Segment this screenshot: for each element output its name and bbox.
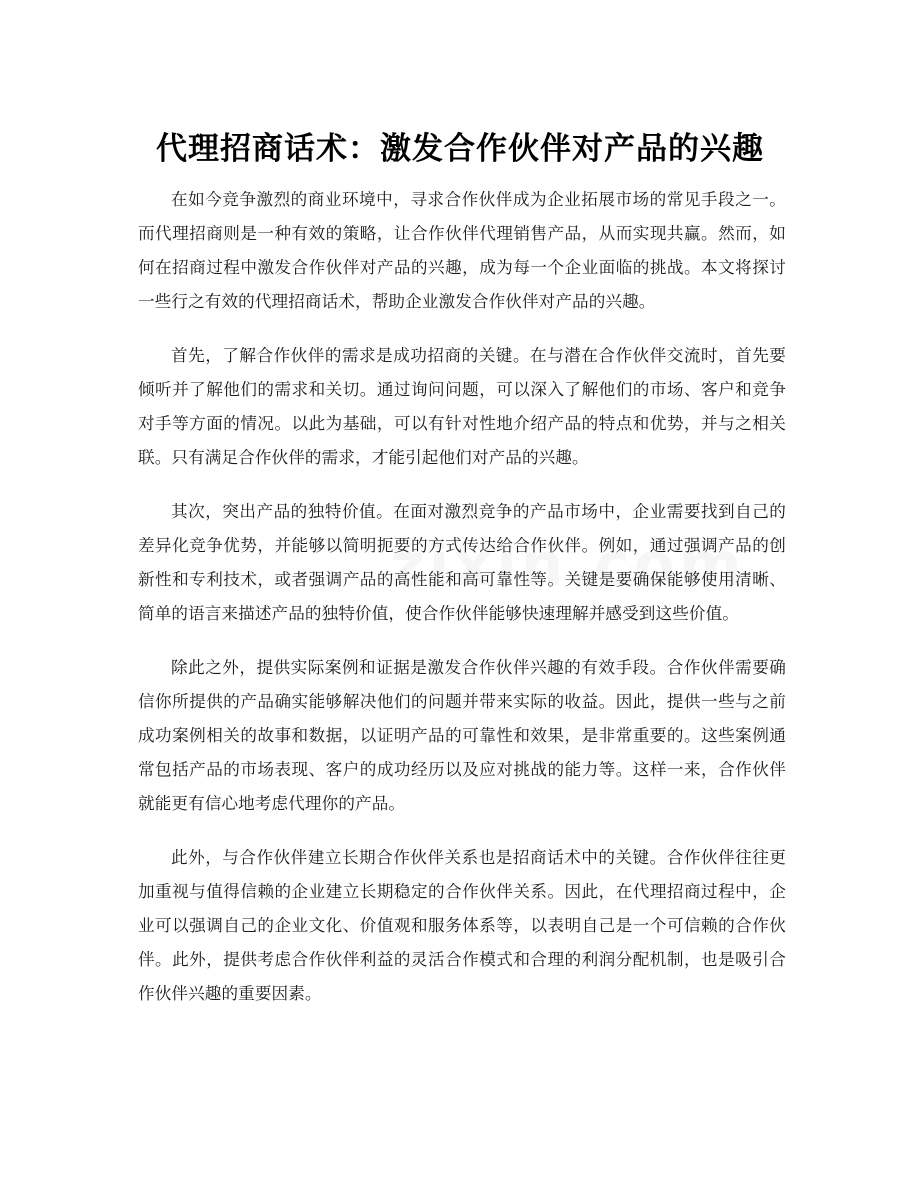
document-title: 代理招商话术：激发合作伙伴对产品的兴趣 xyxy=(156,130,764,167)
paragraph-4: 除此之外，提供实际案例和证据是激发合作伙伴兴趣的有效手段。合作伙伴需要确信你所提供的产品确实能够解决他们的问题并带来实际的收益。因此，提供一些与之前成功案例相关的故事和数据，以证明产品的可靠性和效果，是非常重要的。这些案例通常包括产品的市场表现、客户的成功经历以及应对挑战的能力等。这样一来，合作伙伴就能更有信心地考虑代理你的产品。 xyxy=(138,658,786,813)
paragraph-2: 首先，了解合作伙伴的需求是成功招商的关键。在与潜在合作伙伴交流时，首先要倾听并了解他们的需求和关切。通过询问问题，可以深入了解他们的市场、客户和竞争对手等方面的情况。以此为基础，可以有针对性地介绍产品的特点和优势，并与之相关联。只有满足合作伙伴的需求，才能引起他们对产品的兴趣。 xyxy=(138,346,786,467)
paragraph-1: 在如今竞争激烈的商业环境中，寻求合作伙伴成为企业拓展市场的常见手段之一。而代理招商则是一种有效的策略，让合作伙伴代理销售产品，从而实现共赢。然而，如何在招商过程中激发合作伙伴对产品的兴趣，成为每一个企业面临的挑战。本文将探讨一些行之有效的代理招商话术，帮助企业激发合作伙伴对产品的兴趣。 xyxy=(138,190,786,311)
paragraph-5: 此外，与合作伙伴建立长期合作伙伴关系也是招商话术中的关键。合作伙伴往往更加重视与值得信赖的企业建立长期稳定的合作伙伴关系。因此，在代理招商过程中，企业可以强调自己的企业文化、价值观和服务体系等，以表明自己是一个可信赖的合作伙伴。此外，提供考虑合作伙伴利益的灵活合作模式和合理的利润分配机制，也是吸引合作伙伴兴趣的重要因素。 xyxy=(138,848,786,1003)
document-body xyxy=(138,183,786,1031)
paragraph-3: 其次，突出产品的独特价值。在面对激烈竞争的产品市场中，企业需要找到自己的差异化竞争优势，并能够以简明扼要的方式传达给合作伙伴。例如，通过强调产品的创新性和专利技术，或者强调产品的高性能和高可靠性等。关键是要确保能够使用清晰、简单的语言来描述产品的独特价值，使合作伙伴能够快速理解并感受到这些价值。 xyxy=(138,502,786,623)
